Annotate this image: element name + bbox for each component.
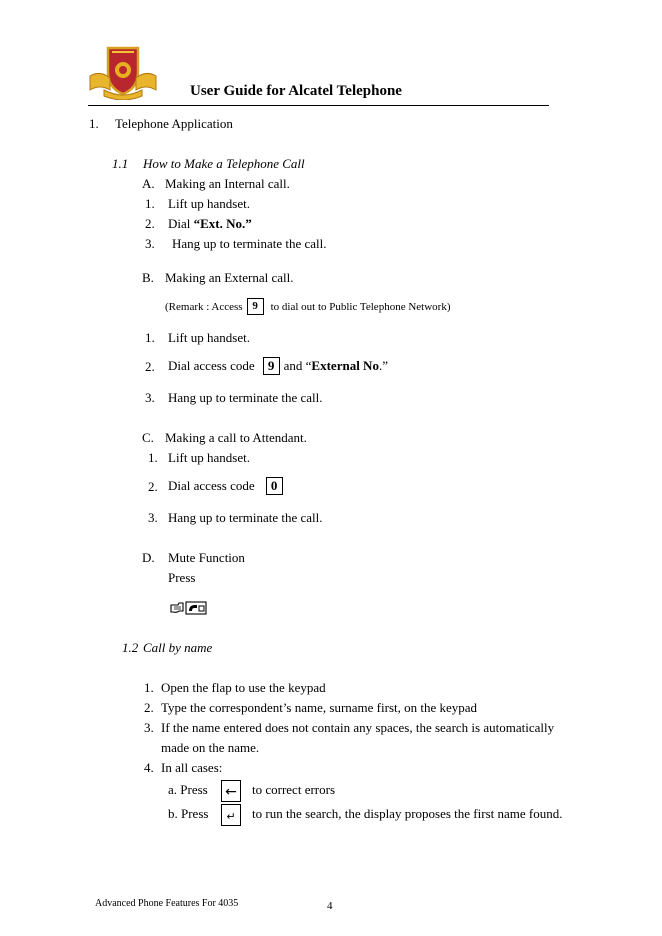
step-text: Dial “Ext. No.” — [168, 216, 252, 231]
university-crest-logo — [86, 44, 160, 100]
subsection-number: 1.2 — [122, 640, 139, 655]
step-number: 2. — [148, 479, 158, 494]
subsection-number: 1.1 — [112, 156, 129, 171]
step-text: Hang up to terminate the call. — [168, 510, 323, 525]
list-number: 1. — [144, 680, 154, 695]
step-text: Hang up to terminate the call. — [172, 236, 327, 251]
section-title: Telephone Application — [115, 116, 233, 131]
press-a-text: to correct errors — [252, 782, 336, 797]
press-a-label: a. Press — [168, 782, 208, 797]
item-b-letter: B. — [142, 270, 154, 285]
key-9: 9 — [263, 357, 280, 375]
list-item: If the name entered does not contain any spaces, the search is automatically — [161, 720, 555, 735]
step-number: 1. — [145, 196, 155, 211]
mute-key-icon — [170, 600, 208, 616]
step-text: Lift up handset. — [168, 330, 250, 345]
list-item: In all cases: — [161, 760, 223, 775]
item-a-letter: A. — [142, 176, 155, 191]
remark: (Remark : Access 9 to dial out to Public Telephone Network) — [165, 298, 450, 315]
step-number: 1. — [145, 330, 155, 345]
page-number: 4 — [327, 900, 333, 912]
step-number: 3. — [145, 236, 155, 251]
step-text: Lift up handset. — [168, 450, 250, 465]
backspace-key-icon: ← — [221, 780, 241, 802]
item-d-title: Mute Function — [168, 550, 245, 565]
item-a-title: Making an Internal call. — [165, 176, 290, 191]
step-number: 2. — [145, 216, 155, 231]
press-label: Press — [168, 570, 196, 585]
step-number: 3. — [145, 390, 155, 405]
step-number: 3. — [148, 510, 158, 525]
step-text: Hang up to terminate the call. — [168, 390, 323, 405]
header-divider — [88, 105, 549, 106]
step-number: 1. — [148, 450, 158, 465]
item-c-letter: C. — [142, 430, 154, 445]
section-number: 1. — [89, 116, 99, 131]
subsection-title: Call by name — [143, 640, 213, 655]
press-b-text: to run the search, the display proposes the first name found. — [252, 806, 563, 821]
list-item: made on the name. — [161, 740, 260, 755]
enter-key-icon: ↵ — [221, 804, 241, 826]
step-text: Lift up handset. — [168, 196, 250, 211]
subsection-title: How to Make a Telephone Call — [143, 156, 305, 171]
list-item: Open the flap to use the keypad — [161, 680, 326, 695]
press-b-label: b. Press — [168, 806, 209, 821]
step-text: Dial access code 0 — [168, 477, 283, 495]
item-c-title: Making a call to Attendant. — [165, 430, 307, 445]
key-0: 0 — [266, 477, 283, 495]
list-number: 2. — [144, 700, 154, 715]
footer-left: Advanced Phone Features For 4035 — [95, 898, 239, 909]
key-9: 9 — [247, 298, 264, 315]
list-number: 4. — [144, 760, 154, 775]
ext-no-label: “Ext. No.” — [193, 216, 252, 231]
item-d-letter: D. — [142, 550, 155, 565]
page-title: User Guide for Alcatel Telephone — [190, 83, 402, 99]
step-number: 2. — [145, 359, 155, 374]
list-item: Type the correspondent’s name, surname first, on the keypad — [161, 700, 478, 715]
item-b-title: Making an External call. — [165, 270, 294, 285]
list-number: 3. — [144, 720, 154, 735]
step-text: Dial access code 9 and “ External No .” — [168, 358, 388, 373]
